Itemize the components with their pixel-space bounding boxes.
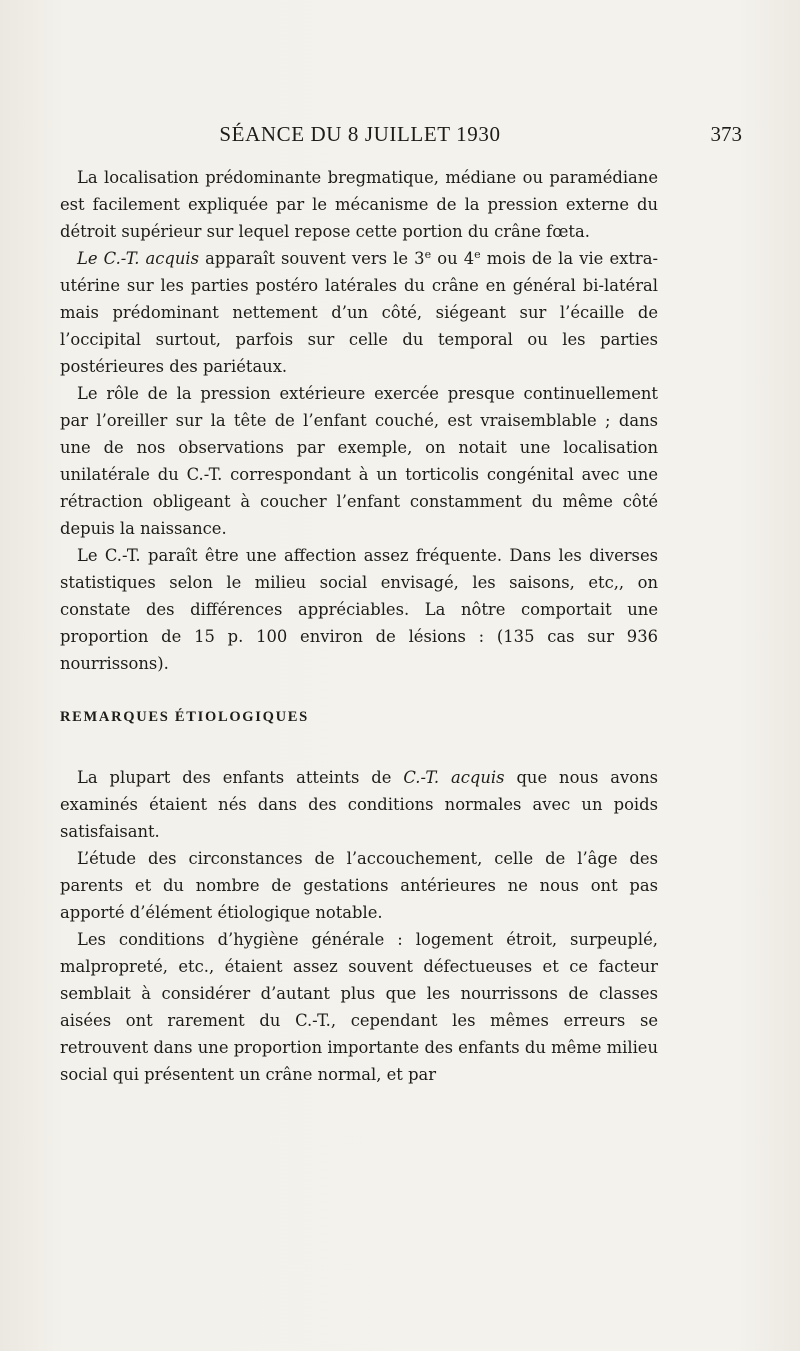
page-number: 373 xyxy=(710,122,742,146)
paragraph-4: Le C.-T. paraît être une affection assez fréquente. Dans les diverses statistiques selon le milieu social envisagé, les saisons, etc,, on constate des différences appréciables. La nôtre comportait une proportion de 15 p. 100 environ de lésions : (135 cas sur 936 nourrissons). xyxy=(60,546,658,673)
paragraph-2-emphasis: Le C.-T. acquis xyxy=(77,249,200,268)
running-head xyxy=(60,122,742,152)
superscript-ordinal-4: e xyxy=(474,248,481,261)
paragraph-6: L’étude des circonstances de l’accouchement, celle de l’âge des parents et du nombre de gestations antérieures ne nous ont pas apporté d’élément étiologique notable. xyxy=(60,849,658,922)
paragraph-2-text-b: ou 4 xyxy=(431,249,475,268)
paragraph-7: Les conditions d’hygiène générale : logement étroit, surpeuplé, malpropreté, etc., étaient assez souvent défectueuses et ce facteur semblait à considérer d’autant plus que les nourrissons de classes aisées ont rarement du C.-T., cependant les mêmes erreurs se retrouvent dans une proportion importante des enfants du même milieu social qui présentent un crâne normal, et par xyxy=(60,930,658,1084)
section-heading: REMARQUES ÉTIOLOGIQUES xyxy=(60,709,309,725)
paragraph-2 xyxy=(60,245,658,380)
paragraph-1: La localisation prédominante bregmatique, médiane ou paramédiane est facilement expliquée par le mécanisme de la pression externe du détroit supérieur sur lequel repose cette portion du crâne fœta. xyxy=(60,168,658,241)
paragraph-5-text-a: La plupart des enfants atteints de xyxy=(77,768,404,787)
paragraph-5 xyxy=(60,764,658,845)
paragraph-5-emphasis: C.-T. acquis xyxy=(403,768,505,787)
paragraph-3: Le rôle de la pression extérieure exercée presque continuellement par l’oreiller sur la tête de l’enfant couché, est vraisemblable ; dans une de nos observations par exemple, on notait une localisation unilatérale du C.-T. correspondant à un torticolis congénital avec une rétraction obligeant à coucher l’enfant constamment du même côté depuis la naissance. xyxy=(60,384,658,538)
paragraph-2-text-c: mois de la vie extra-utérine sur les parties postéro latérales du crâne en général bi-latéral mais prédominant nettement d’un côté, siégeant sur l’écaille de l’occipital surtout, parfois sur celle du temporal ou les parties postérieures des pariétaux. xyxy=(60,249,659,376)
running-title: SÉANCE DU 8 JUILLET 1930 xyxy=(219,122,501,146)
paragraph-2-text-a: apparaît souvent vers le 3 xyxy=(199,249,425,268)
superscript-ordinal-3: e xyxy=(424,248,432,261)
paragraph-5-text-b: que nous avons examinés étaient nés dans des conditions normales avec un poids satisfaisant. xyxy=(60,768,658,841)
body-text xyxy=(60,164,658,1088)
